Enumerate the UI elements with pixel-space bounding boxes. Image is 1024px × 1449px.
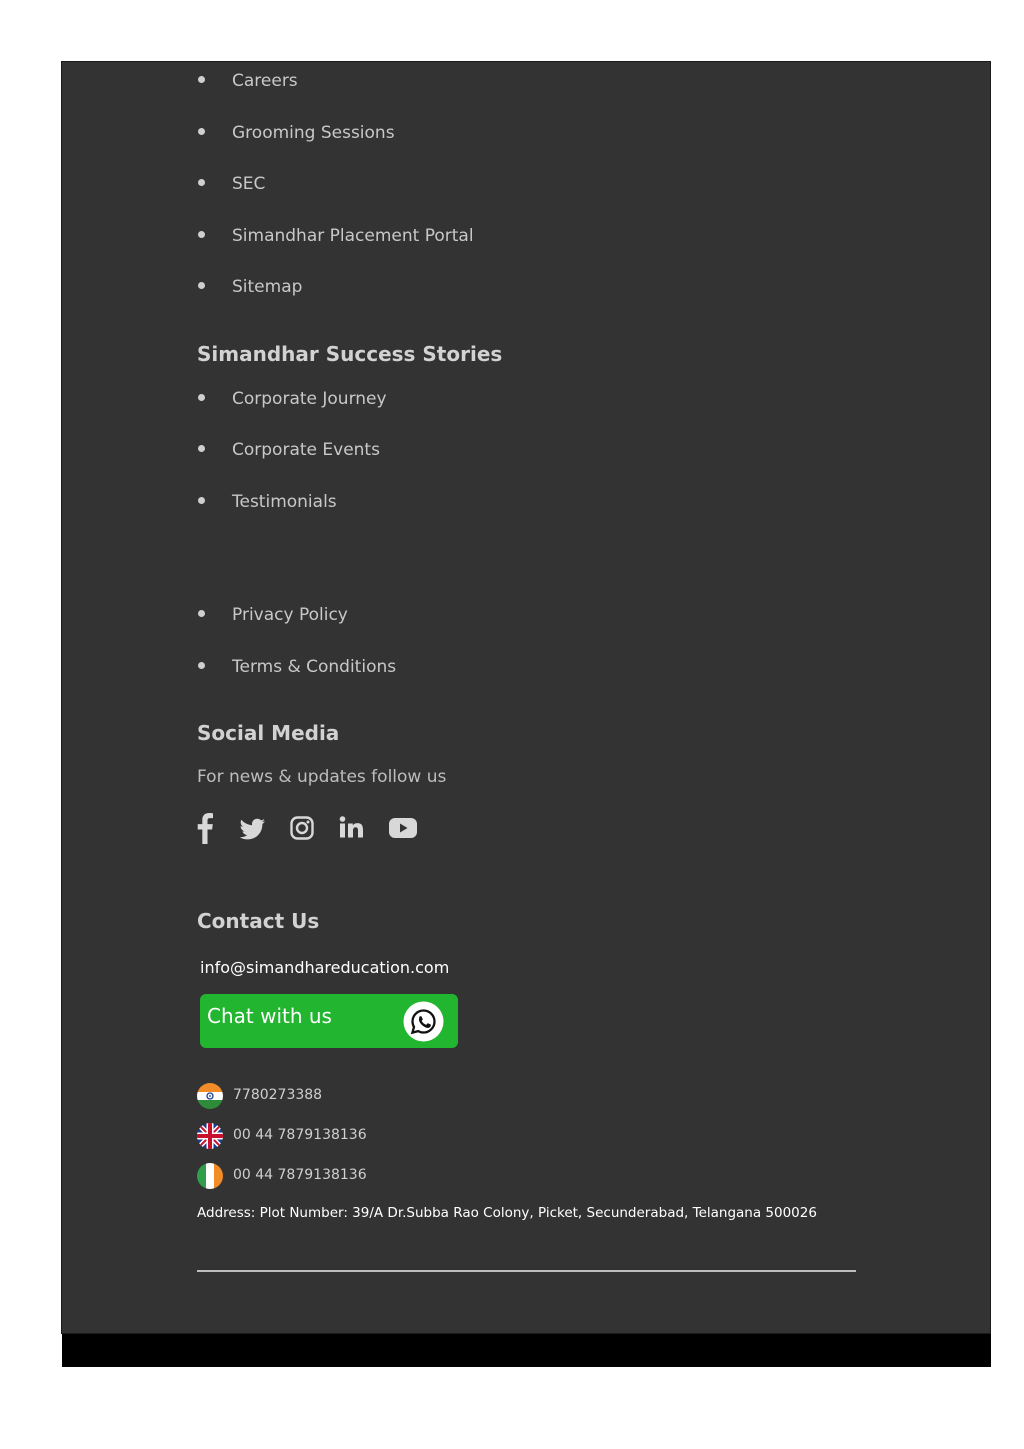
bullet bbox=[198, 231, 205, 238]
email-link[interactable]: info@simandhareducation.com bbox=[200, 958, 450, 977]
facebook-icon[interactable] bbox=[196, 812, 214, 844]
link-corporate-events[interactable]: Corporate Events bbox=[232, 440, 380, 460]
uk-flag-icon bbox=[197, 1123, 223, 1149]
social-media-heading: Social Media bbox=[197, 721, 340, 745]
bottom-bar bbox=[62, 1334, 991, 1367]
divider bbox=[197, 1270, 856, 1272]
whatsapp-icon bbox=[403, 1001, 444, 1042]
link-careers[interactable]: Careers bbox=[232, 71, 298, 91]
link-grooming-sessions[interactable]: Grooming Sessions bbox=[232, 123, 395, 143]
link-privacy-policy[interactable]: Privacy Policy bbox=[232, 605, 348, 625]
whatsapp-chat-button[interactable] bbox=[200, 994, 458, 1048]
phone-ireland[interactable]: 00 44 7879138136 bbox=[233, 1167, 367, 1183]
bullet bbox=[198, 662, 205, 669]
bullet bbox=[198, 610, 205, 617]
bullet bbox=[198, 282, 205, 289]
bullet bbox=[198, 394, 205, 401]
bullet bbox=[198, 445, 205, 452]
link-placement-portal[interactable]: Simandhar Placement Portal bbox=[232, 226, 474, 246]
instagram-icon[interactable] bbox=[289, 812, 315, 844]
bullet bbox=[198, 497, 205, 504]
india-flag-icon bbox=[197, 1083, 223, 1109]
address: Address: Plot Number: 39/A Dr.Subba Rao Colony, Picket, Secunderabad, Telangana 500026 bbox=[197, 1205, 817, 1221]
ireland-flag-icon bbox=[197, 1163, 223, 1189]
social-subtext: For news & updates follow us bbox=[197, 767, 447, 787]
link-sitemap[interactable]: Sitemap bbox=[232, 277, 303, 297]
bullet bbox=[198, 128, 205, 135]
linkedin-icon[interactable] bbox=[339, 812, 365, 844]
link-testimonials[interactable]: Testimonials bbox=[232, 492, 337, 512]
phone-uk[interactable]: 00 44 7879138136 bbox=[233, 1127, 367, 1143]
link-terms-conditions[interactable]: Terms & Conditions bbox=[232, 657, 397, 677]
link-corporate-journey[interactable]: Corporate Journey bbox=[232, 389, 387, 409]
twitter-icon[interactable] bbox=[238, 812, 266, 844]
success-stories-heading: Simandhar Success Stories bbox=[197, 342, 503, 366]
youtube-icon[interactable] bbox=[388, 812, 418, 844]
chat-label: Chat with us bbox=[207, 1004, 332, 1028]
phone-india[interactable]: 7780273388 bbox=[233, 1087, 323, 1103]
bullet bbox=[198, 179, 205, 186]
bullet bbox=[198, 76, 205, 83]
link-sec[interactable]: SEC bbox=[232, 174, 266, 194]
contact-heading: Contact Us bbox=[197, 909, 320, 933]
